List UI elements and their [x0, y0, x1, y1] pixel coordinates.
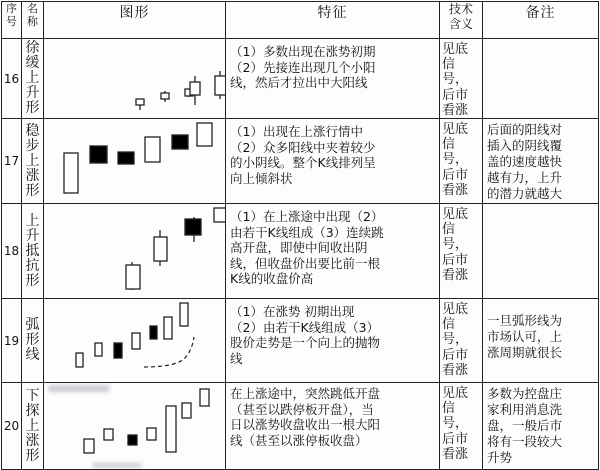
candle-bear	[172, 135, 188, 149]
header-name-line: 名	[27, 2, 38, 15]
pattern-figure	[44, 299, 226, 383]
pattern-name-char: 涨	[25, 167, 40, 184]
tech-line: 信	[442, 317, 456, 333]
tech-line: 后市	[442, 347, 469, 363]
candlestick-diagram	[44, 39, 225, 116]
candle-bull	[126, 265, 140, 289]
pattern-name-char: 上	[25, 417, 40, 434]
tech-line: 看涨	[442, 102, 469, 118]
tech-line: 后市	[442, 431, 469, 447]
note-line: 多数为控盘庄	[487, 386, 563, 402]
pattern-name-char: 涨	[25, 432, 40, 449]
candle-bear	[150, 326, 157, 339]
pattern-figure	[44, 119, 226, 204]
candle-bull	[104, 429, 113, 440]
pattern-name-char: 升	[25, 85, 40, 101]
feature-line: （1）出现在上涨行情中	[230, 124, 363, 140]
candle-bull	[190, 82, 200, 95]
candle-bear	[185, 219, 201, 235]
pattern-name-char: 上	[25, 212, 40, 229]
pattern-figure	[44, 39, 226, 119]
feature-line: （1）在涨势 初期出现	[230, 304, 355, 320]
note-line: 涨周期就很长	[487, 345, 563, 361]
tech-line: 看涨	[442, 267, 469, 283]
pattern-tech	[440, 119, 483, 204]
pattern-note	[483, 39, 599, 119]
header-row	[2, 2, 599, 39]
candle-bull	[161, 93, 169, 99]
feature-line: （2）先接连出现几个小阳	[230, 59, 376, 75]
feature-line: 日以涨势收盘收出一根大阳	[230, 417, 381, 433]
row-number: 19	[2, 299, 22, 383]
candle-bull	[200, 389, 209, 406]
feature-line: 向上倾斜状	[230, 170, 293, 186]
row-number: 18	[2, 204, 22, 299]
tech-line: 后市	[442, 87, 469, 103]
pattern-note	[483, 119, 599, 204]
pattern-name-char: 上	[25, 70, 40, 86]
pattern-name-char: 形	[25, 332, 40, 349]
pattern-name-char: 弧	[25, 317, 40, 334]
note-line: 盖的速度越快	[487, 154, 563, 170]
pattern-name	[22, 204, 44, 299]
pattern-name	[22, 383, 44, 470]
pattern-name-char: 形	[25, 447, 40, 464]
pattern-name-char: 抗	[25, 257, 40, 274]
candle-bull	[164, 317, 172, 339]
pattern-name-char: 缓	[25, 55, 40, 71]
candle-bear	[90, 146, 107, 163]
tech-line: 号，	[442, 237, 469, 253]
feature-line: 线，但收盘价出要比前一根	[230, 255, 381, 271]
feature-line: （1）多数出现在涨势初期	[230, 44, 376, 59]
header-num	[2, 2, 22, 39]
candle-bull	[197, 123, 212, 146]
tech-line: 看涨	[442, 182, 469, 198]
header-tech	[440, 2, 483, 39]
pattern-figure	[44, 383, 226, 470]
pattern-name-char: 形	[25, 100, 40, 116]
header-feature-label: 特征	[317, 5, 348, 21]
candle-bull	[145, 137, 160, 162]
feature-line: 股价走势是一个向上的抛物	[230, 335, 381, 351]
pattern-name-char: 步	[25, 137, 40, 154]
tech-line: 见底	[442, 386, 469, 402]
note-line: 升势	[487, 450, 513, 466]
pattern-tech	[440, 299, 483, 383]
header-name-line: 称	[27, 15, 38, 28]
note-line: 插入的阴线覆	[487, 138, 563, 154]
candle-bull	[132, 333, 140, 349]
feature-line: （2）众多阳线中夹着较少	[230, 139, 376, 155]
note-line: 越有力，上升	[487, 170, 563, 186]
pattern-name-char: 上	[25, 152, 40, 169]
note-line: 一旦弧形线为	[487, 313, 563, 329]
tech-line: 见底	[442, 122, 469, 138]
candle-bull	[215, 76, 225, 95]
feature-line: （甚至以跌停板开盘），当	[230, 401, 374, 417]
pattern-name-char: 形	[25, 272, 40, 289]
candlestick-diagram	[44, 383, 225, 469]
tech-line: 号，	[442, 332, 469, 348]
tech-line: 信	[442, 401, 456, 417]
note-line: 的潜力就越大	[487, 186, 563, 202]
candle-bull	[214, 208, 225, 222]
header-note-label: 备注	[525, 5, 556, 21]
note-line: 后面的阳线对	[487, 122, 563, 138]
candle-bull	[180, 303, 188, 326]
feature-line: （2）由若干K线组成（3）	[230, 319, 380, 335]
pattern-name-char: 稳	[25, 122, 40, 139]
tech-line: 号，	[442, 416, 469, 432]
table-row	[2, 119, 599, 204]
table-row	[2, 39, 599, 119]
tech-line: 看涨	[442, 362, 469, 378]
candlestick-diagram	[44, 299, 225, 382]
pattern-name-char: 升	[25, 227, 40, 244]
candle-bull	[76, 353, 83, 367]
pattern-name-char: 下	[25, 387, 40, 404]
pattern-tech	[440, 383, 483, 470]
pattern-feature	[226, 39, 440, 119]
note-line: 市场认可，上	[487, 329, 563, 345]
tech-line: 见底	[442, 207, 469, 223]
header-num-line: 号	[6, 15, 17, 28]
arc-trend-line	[144, 337, 194, 367]
row-number: 17	[2, 119, 22, 204]
tech-line: 信	[442, 137, 456, 153]
pattern-feature	[226, 204, 440, 299]
note-line: 家利用消息洗	[487, 402, 563, 418]
pattern-feature	[226, 383, 440, 470]
feature-line: 线	[230, 350, 243, 366]
candle-bull	[154, 237, 167, 261]
pattern-feature	[226, 119, 440, 204]
table-row	[2, 204, 599, 299]
header-figure-label: 图形	[119, 5, 150, 21]
pattern-name	[22, 39, 44, 119]
table-row	[2, 383, 599, 470]
candle-bear	[128, 435, 137, 445]
header-tech-line: 含义	[448, 17, 473, 31]
tech-line: 号，	[442, 72, 469, 88]
pattern-note	[483, 299, 599, 383]
note-line: 将有一段较大	[487, 434, 563, 450]
pattern-name-char: 形	[25, 182, 40, 199]
tech-line: 号，	[442, 152, 469, 168]
candle-bear	[118, 152, 134, 164]
pattern-name-char: 抵	[25, 242, 40, 259]
feature-line: 线（甚至以涨停板收盘）	[230, 432, 368, 448]
pattern-tech	[440, 204, 483, 299]
row-number: 20	[2, 383, 22, 470]
watermark-blur	[48, 385, 110, 392]
candle-bull	[166, 406, 176, 452]
candlestick-pattern-table	[1, 1, 599, 470]
feature-line: 的小阴线。整个K线排列呈	[230, 155, 376, 171]
candlestick-diagram	[44, 119, 225, 203]
tech-line: 信	[442, 57, 456, 73]
row-number: 16	[2, 39, 22, 119]
pattern-name	[22, 299, 44, 383]
tech-line: 信	[442, 222, 456, 238]
pattern-name-char: 探	[25, 402, 40, 419]
candle-bull	[95, 343, 102, 356]
header-feature	[226, 2, 440, 39]
feature-line: 线，然后才拉出中大阳线	[230, 75, 368, 90]
tech-line: 见底	[442, 42, 469, 57]
feature-line: 在上涨途中，突然跳低开盘	[230, 386, 381, 402]
tech-line: 后市	[442, 252, 469, 268]
header-name	[22, 2, 44, 39]
header-figure	[44, 2, 226, 39]
feature-line: K线的收盘价高	[230, 271, 314, 287]
table-row	[2, 299, 599, 383]
pattern-note	[483, 204, 599, 299]
candle-bear	[114, 343, 122, 358]
candle-bull	[147, 428, 156, 440]
pattern-figure	[44, 204, 226, 299]
candle-bull	[136, 99, 144, 105]
header-note	[483, 2, 599, 39]
candle-bull	[182, 403, 191, 418]
note-line: 盘，一般后市	[487, 418, 563, 434]
feature-line: 高开盘，即使中间收出阴	[230, 240, 368, 256]
tech-line: 看涨	[442, 446, 469, 462]
pattern-name-char: 线	[25, 347, 40, 364]
pattern-feature	[226, 299, 440, 383]
candle-bull	[64, 153, 78, 193]
feature-line: 由若干K线组成（3）连续跳	[230, 224, 384, 240]
pattern-name	[22, 119, 44, 204]
tech-line: 后市	[442, 167, 469, 183]
tech-line: 见底	[442, 302, 469, 318]
header-num-line: 序	[6, 2, 17, 15]
candlestick-diagram	[44, 204, 225, 298]
pattern-name-char: 徐	[25, 40, 40, 56]
candle-bull	[84, 439, 94, 453]
feature-line: （1）在上涨途中出现（2）	[230, 209, 384, 225]
header-tech-line: 技术	[448, 2, 473, 16]
pattern-tech	[440, 39, 483, 119]
pattern-note	[483, 383, 599, 470]
